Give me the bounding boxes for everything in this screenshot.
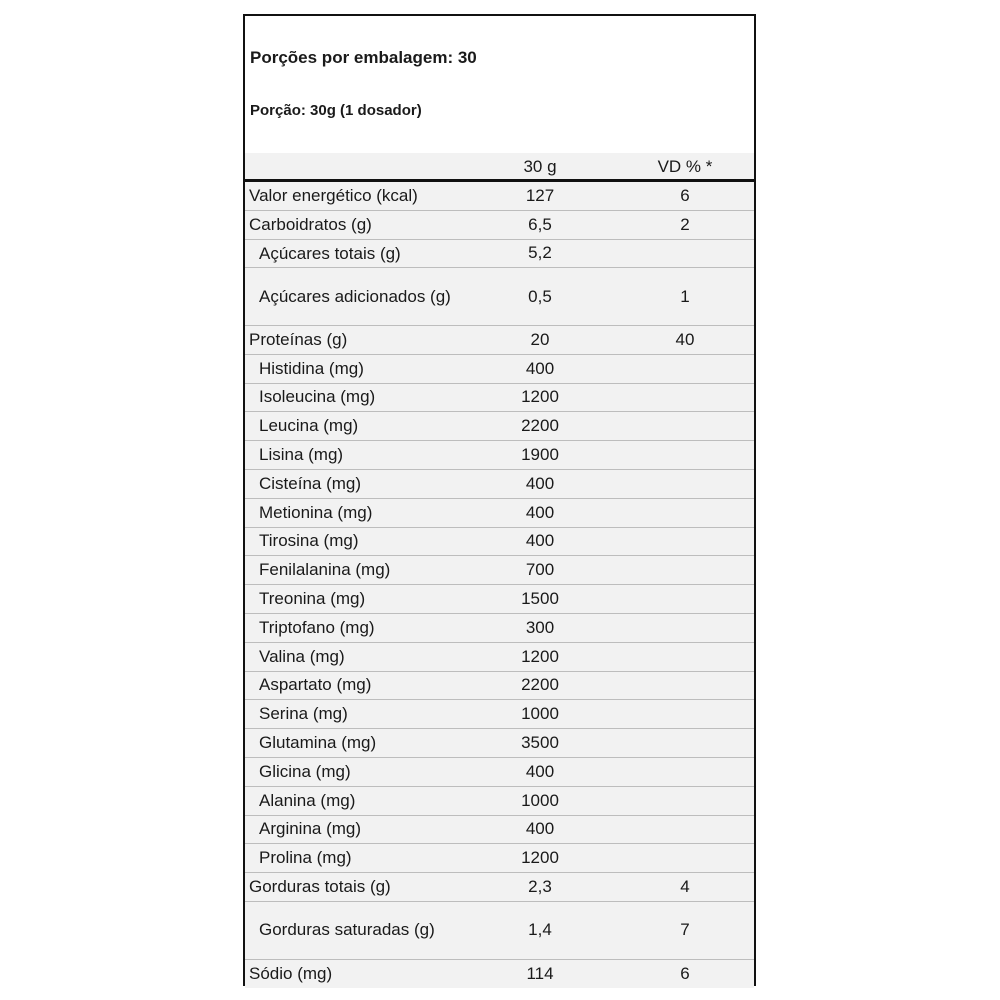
nutrient-quantity: 20 <box>530 329 550 349</box>
nutrient-daily-value: 7 <box>680 920 690 940</box>
nutrient-quantity: 400 <box>525 531 555 551</box>
nutrient-daily-value <box>630 585 740 613</box>
table-row <box>245 499 754 528</box>
table-row <box>245 816 754 845</box>
table-row <box>245 672 754 701</box>
nutrient-quantity: 400 <box>525 761 555 781</box>
table-row <box>245 873 754 902</box>
nutrient-daily-value <box>630 556 740 584</box>
nutrient-quantity: 700 <box>525 560 555 580</box>
nutrient-daily-value: 1 <box>680 286 690 306</box>
nutrient-daily-value: 2 <box>680 214 690 234</box>
table-row <box>245 556 754 585</box>
table-row <box>245 902 754 960</box>
nutrient-daily-value <box>630 355 740 383</box>
nutrient-daily-value <box>630 672 740 700</box>
nutrient-daily-value <box>630 643 740 671</box>
table-row <box>245 355 754 384</box>
nutrient-quantity: 2200 <box>521 416 559 436</box>
table-row <box>245 844 754 873</box>
nutrient-quantity: 1200 <box>521 646 559 666</box>
table-row <box>245 787 754 816</box>
nutrient-daily-value <box>630 240 740 268</box>
nutrient-name: Cisteína (mg) <box>259 473 362 493</box>
nutrient-quantity: 127 <box>525 185 555 205</box>
nutrient-daily-value <box>630 528 740 556</box>
nutrient-name: Treonina (mg) <box>259 589 366 609</box>
servings-per-package: Porções por embalagem: 30 <box>250 48 477 67</box>
column-header-quantity: 30 g <box>523 157 557 176</box>
nutrient-name: Carboidratos (g) <box>249 214 372 234</box>
column-header-daily-value: VD % * <box>657 157 713 176</box>
nutrient-daily-value <box>630 470 740 498</box>
table-header <box>245 16 754 181</box>
table-row <box>245 729 754 758</box>
nutrient-daily-value <box>630 758 740 786</box>
table-row <box>245 700 754 729</box>
nutrient-name: Leucina (mg) <box>259 416 359 436</box>
table-row <box>245 528 754 557</box>
nutrient-quantity: 6,5 <box>528 214 552 234</box>
nutrient-daily-value: 6 <box>680 185 690 205</box>
table-row <box>245 470 754 499</box>
nutrition-facts-table <box>243 14 756 986</box>
nutrient-quantity: 1900 <box>521 445 559 465</box>
portion-size: Porção: 30g (1 dosador) <box>250 102 422 119</box>
nutrient-quantity: 300 <box>525 617 555 637</box>
table-row <box>245 643 754 672</box>
nutrient-name: Valina (mg) <box>259 646 345 666</box>
nutrient-daily-value <box>630 844 740 872</box>
nutrient-quantity: 114 <box>526 963 554 983</box>
nutrient-name: Gorduras totais (g) <box>249 877 391 897</box>
nutrient-rows <box>245 182 754 988</box>
nutrient-quantity: 400 <box>525 358 555 378</box>
nutrient-name: Fenilalanina (mg) <box>259 560 391 580</box>
nutrient-daily-value <box>630 816 740 844</box>
nutrient-name: Aspartato (mg) <box>259 675 372 695</box>
nutrient-name: Valor energético (kcal) <box>249 185 418 205</box>
nutrient-name: Glicina (mg) <box>259 761 351 781</box>
table-row <box>245 268 754 326</box>
nutrient-name: Gorduras saturadas (g) <box>259 920 435 940</box>
nutrient-daily-value <box>630 614 740 642</box>
nutrient-daily-value <box>630 787 740 815</box>
nutrient-daily-value <box>630 700 740 728</box>
nutrient-name: Histidina (mg) <box>259 358 364 378</box>
nutrient-quantity: 400 <box>525 473 555 493</box>
nutrient-quantity: 1000 <box>521 790 559 810</box>
nutrient-daily-value <box>630 729 740 757</box>
nutrient-quantity: 0,5 <box>528 286 552 306</box>
nutrient-quantity: 2200 <box>521 675 559 695</box>
nutrient-name: Triptofano (mg) <box>259 617 375 637</box>
table-row <box>245 441 754 470</box>
table-row <box>245 960 754 989</box>
nutrient-daily-value <box>630 441 740 469</box>
nutrient-name: Prolina (mg) <box>259 848 352 868</box>
nutrient-quantity: 3500 <box>521 733 559 753</box>
table-row <box>245 758 754 787</box>
table-row <box>245 182 754 211</box>
nutrient-name: Glutamina (mg) <box>259 733 377 753</box>
table-row <box>245 614 754 643</box>
nutrient-quantity: 5,2 <box>528 243 552 263</box>
nutrient-quantity: 400 <box>525 502 555 522</box>
table-row <box>245 211 754 240</box>
table-row <box>245 240 754 269</box>
nutrient-name: Lisina (mg) <box>259 445 344 465</box>
nutrient-name: Açúcares adicionados (g) <box>259 286 451 306</box>
nutrient-name: Alanina (mg) <box>259 790 356 810</box>
nutrient-daily-value: 6 <box>680 963 690 983</box>
nutrient-name: Tirosina (mg) <box>259 531 359 551</box>
nutrient-name: Açúcares totais (g) <box>259 243 401 263</box>
table-row <box>245 412 754 441</box>
nutrient-name: Serina (mg) <box>259 704 348 724</box>
nutrient-quantity: 1000 <box>521 704 559 724</box>
nutrient-name: Isoleucina (mg) <box>259 387 376 407</box>
nutrient-name: Metionina (mg) <box>259 502 373 522</box>
table-row <box>245 585 754 614</box>
nutrient-daily-value: 4 <box>680 877 690 897</box>
nutrient-daily-value: 40 <box>675 329 695 349</box>
nutrient-name: Proteínas (g) <box>249 329 348 349</box>
nutrient-quantity: 2,3 <box>528 877 552 897</box>
table-row <box>245 326 754 355</box>
table-row <box>245 384 754 413</box>
nutrient-daily-value <box>630 384 740 412</box>
nutrient-quantity: 400 <box>525 819 555 839</box>
nutrient-quantity: 1200 <box>521 387 559 407</box>
nutrient-name: Sódio (mg) <box>249 963 333 983</box>
nutrient-quantity: 1,4 <box>528 920 552 940</box>
nutrient-quantity: 1500 <box>521 589 559 609</box>
nutrient-quantity: 1200 <box>521 848 559 868</box>
nutrient-daily-value <box>630 499 740 527</box>
nutrient-name: Arginina (mg) <box>259 819 362 839</box>
nutrient-daily-value <box>630 412 740 440</box>
